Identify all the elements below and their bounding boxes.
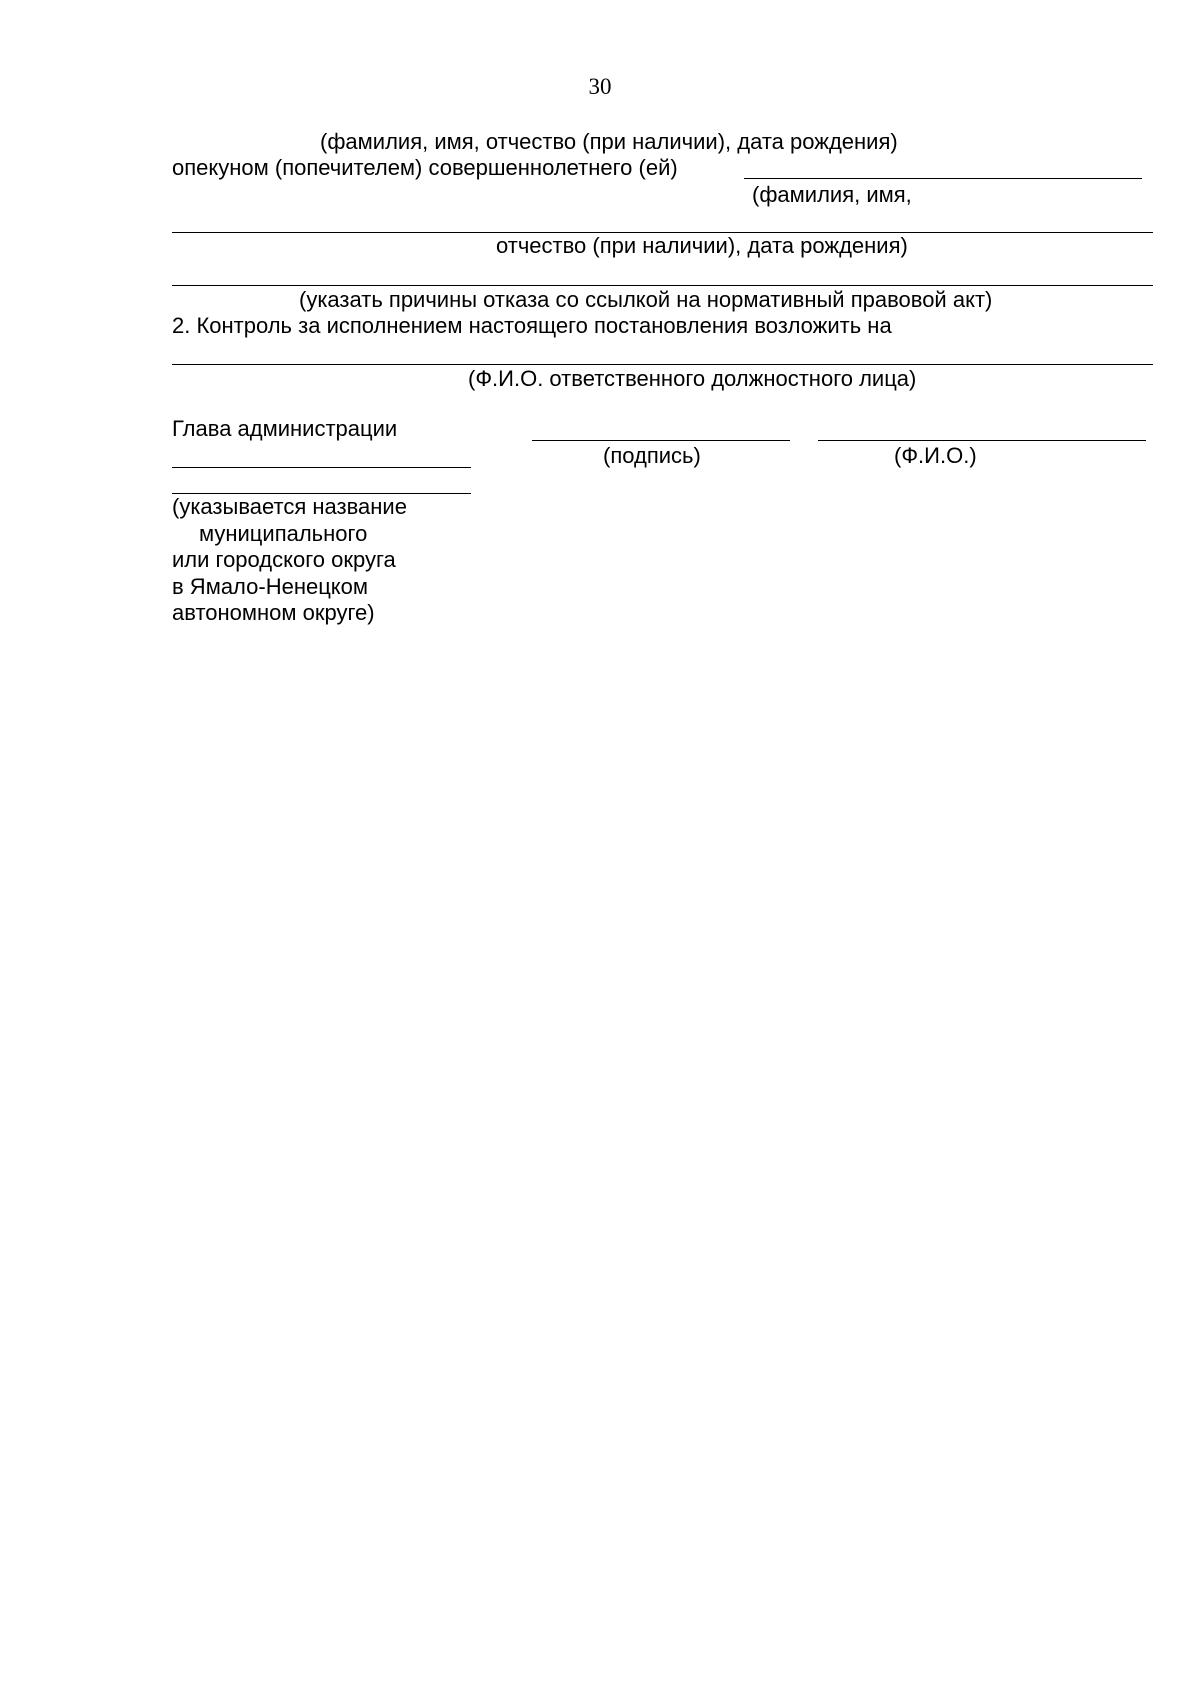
head-of-administration-label: Глава администрации [172,416,398,441]
guardian-fill-line[interactable] [744,178,1142,179]
org-note-line: или городского округа [172,547,396,572]
control-clause: 2. Контроль за исполнением настоящего постановления возложить на [172,313,892,338]
caption-patronymic-dob: отчество (при наличии), дата рождения) [496,233,908,258]
caption-surname-name: (фамилия, имя, [752,182,912,207]
caption-fio-dob: (фамилия, имя, отчество (при наличии), дата рождения) [320,129,898,154]
refusal-reason-line[interactable] [172,285,1153,286]
org-note-line: автономном округе) [172,600,375,625]
caption-fio: (Ф.И.О.) [894,443,977,468]
page-number: 30 [588,74,612,99]
org-note-line: в Ямало-Ненецком [172,573,369,599]
guardian-line-label: опекуном (попечителем) совершеннолетнего (ей) [172,155,678,180]
caption-refusal-reason: (указать причины отказа со ссылкой на нормативный правовой акт) [299,287,993,312]
signature-line[interactable] [532,440,790,441]
org-name-line-1[interactable] [172,467,471,468]
caption-official-fio: (Ф.И.О. ответственного должностного лица) [468,366,917,391]
fio-line[interactable] [818,440,1146,441]
official-fio-line[interactable] [172,364,1153,365]
org-note-line: (указывается название [172,494,407,519]
caption-signature: (подпись) [603,443,701,468]
org-note [172,494,407,627]
org-note-line: муниципального [199,520,368,546]
